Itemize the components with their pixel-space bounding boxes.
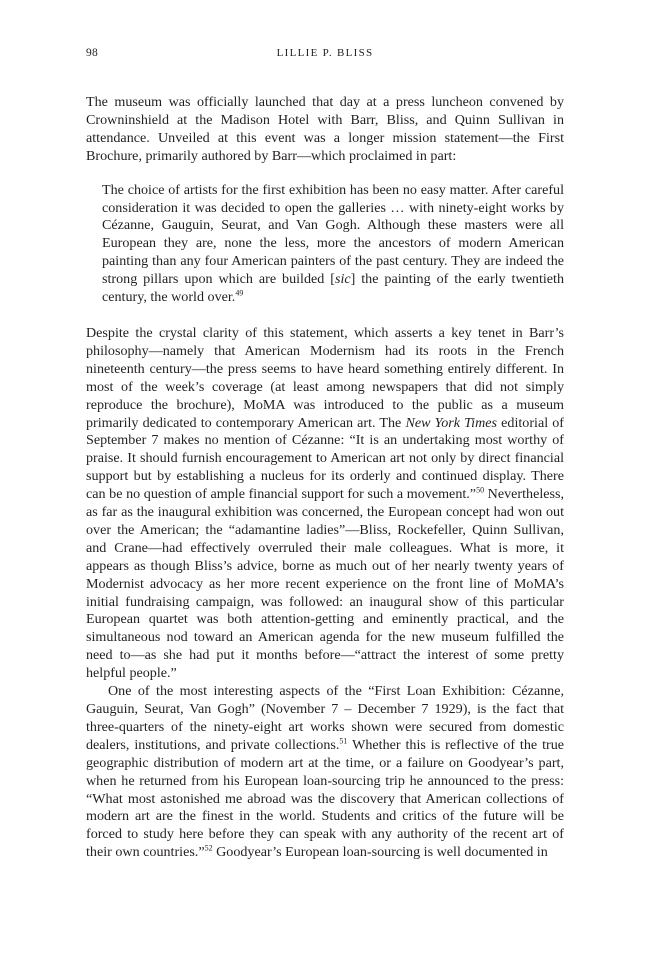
page-header xyxy=(86,47,564,63)
block-quote xyxy=(102,182,564,307)
paragraph-2-part-3: Nevertheless, as far as the inaugural exhibition was concerned, the European concept had won out over the American; the “adamantine ladies”—Bliss, Rockefeller, Quinn Sullivan, and Crane—had effectively overruled their male colleagues. What is more, it appears as though Bliss’s advice, borne as much out of her nearly twenty years of Modernist advocacy as her more recent experience on the front line of MoMA’s initial fundraising campaign, was followed: an inaugural show of this particular European quartet was both attention-getting and eminently practical, and the simultaneous nod toward an American agenda for the new museum fulfilled the need to—as she had put it months before—“attract the interest of some pretty helpful people.” xyxy=(86,486,564,682)
page-number: 98 xyxy=(86,47,99,59)
quote-text-end: ] the painting of the early twentieth century, the world over. xyxy=(102,271,564,306)
quote-sic: sic xyxy=(334,271,351,288)
footnote-ref-49[interactable]: 49 xyxy=(235,288,244,298)
running-head: LILLIE P. BLISS xyxy=(276,47,374,59)
footnote-ref-52[interactable]: 52 xyxy=(204,843,213,853)
paragraph-2-publication-title: New York Times xyxy=(405,414,498,431)
footnote-ref-51[interactable]: 51 xyxy=(339,736,348,746)
paragraph-2 xyxy=(86,325,564,683)
paragraph-2-part-1: Despite the crystal clarity of this statement, which asserts a key tenet in Barr’s philosophy—namely that American Modernism had its roots in the French nineteenth century—the press seems to have heard something entirely different. In most of the week’s coverage (at least among newspapers that did not simply reproduce the brochure), MoMA was introduced to the public as a museum primarily dedicated to contemporary American art. The xyxy=(86,324,564,431)
paragraph-3-part-3: Goodyear’s European loan-sourcing is well documented in xyxy=(212,844,548,861)
paragraph-3 xyxy=(86,683,564,862)
quote-text-start: The choice of artists for the first exhibition has been no easy matter. After careful consideration it was decided to open the galleries … with ninety-eight works by Cézanne, Gauguin, Seurat, and Van Gogh. Although these masters were all European they are, none the less, more the ancestors of modern American painting than any four American painters of the past century. They are indeed the strong pillars upon which are builded [ xyxy=(102,181,564,288)
footnote-ref-50[interactable]: 50 xyxy=(476,485,485,495)
paragraph-2-part-2: editorial of September 7 makes no mention of Cézanne: “It is an undertaking most worthy of praise. It should furnish encouragement to American art not only by direct financial support but by establishing a nucleus for its orderly and continued display. There can be no question of ample financial support for such a movement.” xyxy=(86,414,564,503)
paragraph-3-part-2: Whether this is reflective of the true geographic distribution of modern art at the time, or a failure on Goodyear’s part, when he returned from his European loan-sourcing trip he announced to the press: “What most astonished me abroad was the discovery that American collections of modern art are the finest in the world. Students and critics of the future will be forced to study here before they can speak with any authority of the recent art of their own countries.” xyxy=(86,736,564,861)
paragraph-3-part-1: One of the most interesting aspects of the “First Loan Exhibition: Cézanne, Gauguin, Seurat, Van Gogh” (November 7 – December 7 1929), is the fact that three-quarters of the ninety-eight art works shown were secured from domestic dealers, institutions, and private collections. xyxy=(86,683,564,753)
body-text xyxy=(86,94,564,862)
paragraph-1: The museum was officially launched that day at a press luncheon convened by Crowninshield at the Madison Hotel with Barr, Bliss, and Quinn Sullivan in attendance. Unveiled at this event was a longer mission statement—the First Brochure, primarily authored by Barr—which proclaimed in part: xyxy=(86,94,564,164)
